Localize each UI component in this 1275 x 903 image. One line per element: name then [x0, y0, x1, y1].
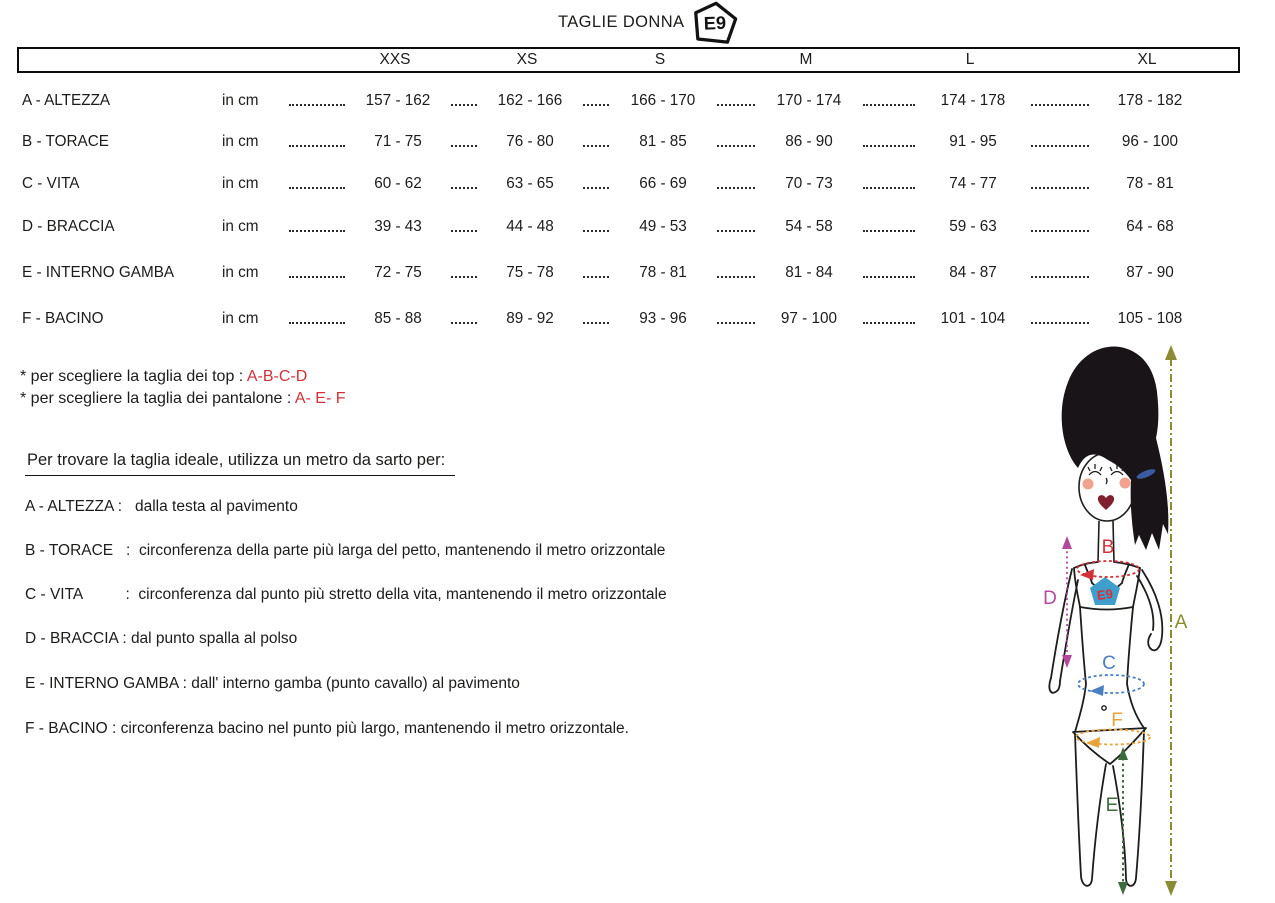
note-pants-sizes	[20, 390, 346, 408]
dotted-leader	[289, 104, 345, 106]
guide-item	[25, 498, 298, 516]
note-highlight: A- E- F	[294, 390, 346, 407]
guide-item	[25, 586, 667, 604]
guide-definition: dal punto spalla al polso	[130, 630, 298, 647]
table-row	[17, 304, 1240, 328]
guide-definition: circonferenza della parte più larga del petto, mantenendo il metro orizzontale	[138, 542, 666, 559]
row-label: B - TORACE	[22, 133, 109, 150]
table-row	[17, 212, 1240, 236]
dotted-leader	[1031, 145, 1089, 147]
table-row	[17, 86, 1240, 110]
row-label: D - BRACCIA	[22, 218, 115, 235]
dotted-leader	[451, 322, 477, 324]
blush-left	[1083, 479, 1094, 490]
row-label: A - ALTEZZA	[22, 92, 111, 109]
size-range: 76 - 80	[506, 133, 554, 150]
size-range: 166 - 170	[630, 92, 696, 109]
table-header	[17, 47, 1240, 73]
svg-text:D: D	[1043, 588, 1057, 609]
size-range: 93 - 96	[639, 310, 687, 327]
inseam-arrow	[1106, 747, 1128, 895]
size-range: 86 - 90	[785, 133, 833, 150]
dotted-leader	[289, 230, 345, 232]
dotted-leader	[451, 145, 477, 147]
size-range: 87 - 90	[1126, 264, 1174, 281]
dotted-leader	[451, 276, 477, 278]
shirt-badge	[1090, 577, 1120, 605]
row-unit: in cm	[222, 133, 259, 150]
dotted-leader	[1031, 276, 1089, 278]
guide-term: F - BACINO :	[25, 720, 121, 737]
column-header: XS	[516, 51, 538, 68]
guide-definition: dall' interno gamba (punto cavallo) al pavimento	[191, 675, 520, 692]
svg-text:E9: E9	[1096, 585, 1114, 604]
row-label: F - BACINO	[22, 310, 104, 327]
size-range: 75 - 78	[506, 264, 554, 281]
brand-logo-text: E9	[703, 11, 727, 34]
note-highlight: A-B-C-D	[246, 368, 308, 385]
dotted-leader	[717, 230, 755, 232]
column-header: XL	[1137, 51, 1157, 68]
dotted-leader	[583, 145, 609, 147]
dotted-leader	[717, 104, 755, 106]
size-range: 64 - 68	[1126, 218, 1174, 235]
guide-term: C - VITA :	[25, 586, 139, 603]
guide-term: D - BRACCIA :	[25, 630, 131, 647]
waist-measure	[1078, 653, 1144, 696]
size-range: 84 - 87	[949, 264, 997, 281]
size-range: 71 - 75	[374, 133, 422, 150]
size-range: 78 - 81	[1126, 175, 1174, 192]
dotted-leader	[1031, 230, 1089, 232]
dotted-leader	[863, 187, 915, 189]
size-range: 44 - 48	[506, 218, 554, 235]
guide-term: E - INTERNO GAMBA :	[25, 675, 192, 692]
size-range: 89 - 92	[506, 310, 554, 327]
column-header: M	[799, 51, 813, 68]
size-range: 60 - 62	[374, 175, 422, 192]
dotted-leader	[863, 104, 915, 106]
column-header: L	[965, 51, 975, 68]
woman-illustration	[1018, 338, 1270, 903]
svg-text:C: C	[1102, 653, 1116, 674]
guide-item	[25, 720, 629, 738]
arm-arrow	[1043, 536, 1072, 668]
dotted-leader	[289, 187, 345, 189]
row-unit: in cm	[222, 218, 259, 235]
dotted-leader	[1031, 187, 1089, 189]
dotted-leader	[451, 104, 477, 106]
dotted-leader	[289, 322, 345, 324]
dotted-leader	[289, 145, 345, 147]
size-range: 91 - 95	[949, 133, 997, 150]
dotted-leader	[583, 230, 609, 232]
note-text: * per scegliere la taglia dei pantalone :	[20, 390, 295, 407]
row-unit: in cm	[222, 92, 259, 109]
size-range: 178 - 182	[1117, 92, 1183, 109]
dotted-leader	[717, 187, 755, 189]
dotted-leader	[583, 187, 609, 189]
dotted-leader	[451, 187, 477, 189]
guide-heading: Per trovare la taglia ideale, utilizza un metro da sarto per:	[25, 451, 455, 476]
column-header: S	[654, 51, 666, 68]
dotted-leader	[289, 276, 345, 278]
dotted-leader	[863, 322, 915, 324]
size-range: 81 - 84	[785, 264, 833, 281]
dotted-leader	[717, 145, 755, 147]
table-row	[17, 127, 1240, 151]
dotted-leader	[717, 276, 755, 278]
size-range: 72 - 75	[374, 264, 422, 281]
dotted-leader	[717, 322, 755, 324]
bikini	[1073, 728, 1146, 764]
size-range: 85 - 88	[374, 310, 422, 327]
size-range: 63 - 65	[506, 175, 554, 192]
size-range: 162 - 166	[497, 92, 563, 109]
dotted-leader	[863, 230, 915, 232]
size-range: 97 - 100	[780, 310, 838, 327]
dotted-leader	[583, 104, 609, 106]
table-row	[17, 169, 1240, 193]
size-range: 170 - 174	[776, 92, 842, 109]
row-unit: in cm	[222, 264, 259, 281]
dotted-leader	[863, 145, 915, 147]
note-text: * per scegliere la taglia dei top :	[20, 368, 247, 385]
note-top-sizes	[20, 368, 307, 386]
guide-item	[25, 675, 520, 693]
guide-term: A - ALTEZZA :	[25, 498, 135, 515]
table-row	[17, 258, 1240, 282]
size-range: 105 - 108	[1117, 310, 1183, 327]
row-unit: in cm	[222, 175, 259, 192]
dotted-leader	[863, 276, 915, 278]
size-range: 101 - 104	[940, 310, 1006, 327]
size-range: 74 - 77	[949, 175, 997, 192]
size-range: 78 - 81	[639, 264, 687, 281]
guide-definition: circonferenza bacino nel punto più largo, mantenendo il metro orizzontale.	[120, 720, 629, 737]
dotted-leader	[451, 230, 477, 232]
column-header: XXS	[379, 51, 411, 68]
brand-logo-icon	[691, 0, 739, 50]
blush-right	[1120, 478, 1131, 489]
guide-term: B - TORACE :	[25, 542, 139, 559]
size-range: 157 - 162	[365, 92, 431, 109]
size-range: 96 - 100	[1121, 133, 1179, 150]
dotted-leader	[583, 322, 609, 324]
svg-text:B: B	[1101, 537, 1115, 558]
size-range: 39 - 43	[374, 218, 422, 235]
row-label: E - INTERNO GAMBA	[22, 264, 175, 281]
belly-button	[1102, 706, 1106, 710]
chest-measure	[1077, 537, 1139, 580]
size-range: 81 - 85	[639, 133, 687, 150]
row-label: C - VITA	[22, 175, 80, 192]
guide-definition: circonferenza dal punto più stretto della vita, mantenendo il metro orizzontale	[138, 586, 667, 603]
dotted-leader	[583, 276, 609, 278]
guide-item	[25, 630, 297, 648]
height-label: A	[1174, 612, 1188, 633]
row-unit: in cm	[222, 310, 259, 327]
size-range: 59 - 63	[949, 218, 997, 235]
dotted-leader	[1031, 322, 1089, 324]
size-range: 66 - 69	[639, 175, 687, 192]
guide-definition: dalla testa al pavimento	[134, 498, 298, 515]
guide-item	[25, 542, 665, 560]
svg-text:F: F	[1111, 710, 1123, 731]
size-range: 54 - 58	[785, 218, 833, 235]
svg-text:E: E	[1105, 795, 1119, 816]
page-title: TAGLIE DONNA	[558, 13, 685, 31]
size-range: 70 - 73	[785, 175, 833, 192]
size-range: 49 - 53	[639, 218, 687, 235]
body-outline	[1049, 562, 1162, 886]
size-range: 174 - 178	[940, 92, 1006, 109]
dotted-leader	[1031, 104, 1089, 106]
